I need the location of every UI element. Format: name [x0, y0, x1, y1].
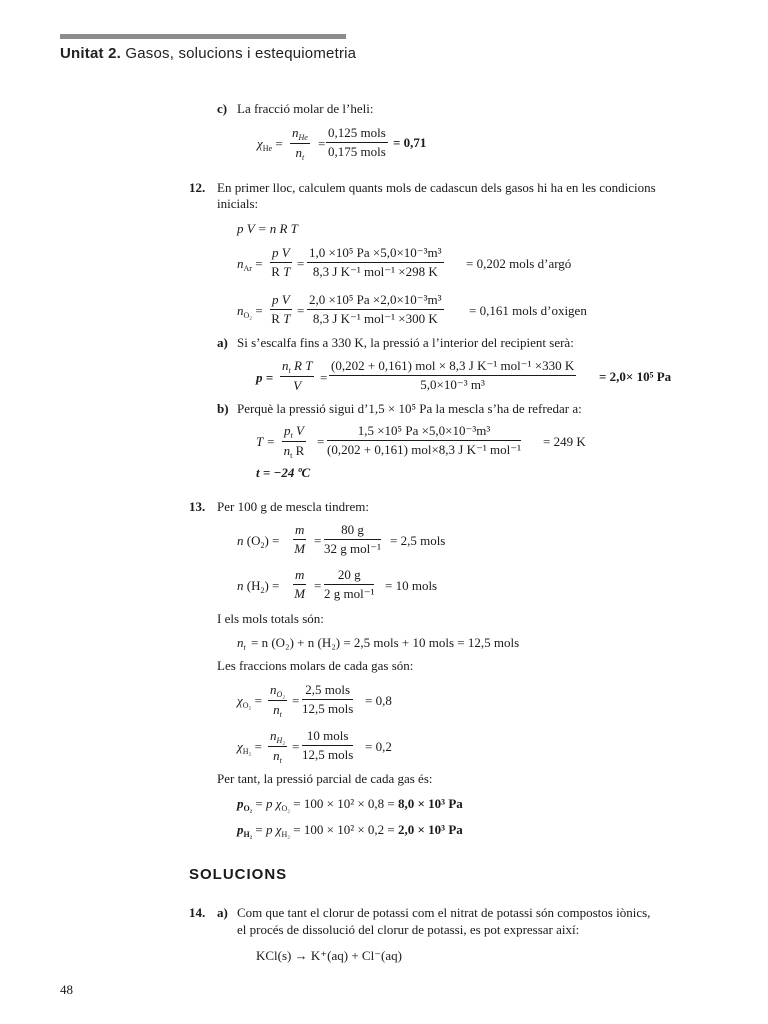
o2-moles-result: = 2,5 mols [390, 533, 446, 548]
q12b-denominator: (0,202 + 0,161) mol×8,3 J K⁻¹ mol⁻¹ [327, 441, 521, 457]
nar-fraction [307, 246, 444, 280]
dissolution-reaction: KCl(s) → K⁺(aq) + Cl⁻(aq) [256, 948, 402, 963]
h2-moles-num: 20 g [324, 568, 374, 585]
no2-denominator: 8,3 J K⁻¹ mol⁻¹ ×300 K [312, 310, 438, 326]
q12a-denominator: 5,0×10⁻³ m³ [420, 376, 485, 392]
page-number: 48 [60, 982, 73, 997]
o2-moles-den: 32 g mol⁻¹ [324, 540, 381, 556]
nar-symbol: $n_{Ar}$ = [237, 256, 263, 273]
nrt-v-fraction: $\frac{n_t R T}{V}$ [282, 358, 313, 394]
partial-pressure-text: Per tant, la pressió parcial de cada gas és: [217, 771, 433, 786]
n-h2-symbol: n $(H_2)$ = [237, 578, 280, 595]
total-moles-text: I els mols totals són: [217, 611, 324, 626]
no2-numerator: 2,0 ×10⁵ Pa ×2,0×10⁻³m³ [307, 293, 444, 310]
q12b-numerator: 1,5 ×10⁵ Pa ×5,0×10⁻³m³ [327, 424, 521, 441]
chi-h2-den: 12,5 mols [302, 746, 354, 762]
chi-h2-num: 10 mols [302, 729, 353, 746]
nar-result: = 0,202 mols d’argó [466, 256, 572, 271]
he-value-fraction [326, 126, 388, 160]
h2-moles-fraction [324, 568, 374, 602]
h2-moles-den: 2 g mol⁻¹ [324, 585, 375, 601]
q12b-temperature: t = −24 ºC [256, 465, 311, 480]
chi-h2-symbol: $\chi_{H_2}$ = [237, 739, 262, 756]
partial-pressure-o2: $p_{O_2} = p$ $\chi_{O_2} = 100 \times 10^2 \times 0,8 = 8,0 \times 10^3$ Pa [237, 796, 463, 813]
ptv-nr-fraction: $\frac{p_t V}{n_t R}$ [283, 423, 305, 461]
nhe-numerator: $n_{He}$ [290, 126, 310, 144]
m-over-M-fraction-2: $\frac{m}{M}$ [294, 567, 306, 601]
pv-rt-fraction-1: $\frac{\text{p V}}{\text{R T}}$ [271, 245, 291, 279]
chi-o2-num: 2,5 mols [302, 683, 353, 700]
no2-result: = 0,161 mols d’oxigen [469, 303, 587, 318]
question-12-number: 12. [189, 180, 206, 195]
nar-denominator: 8,3 J K⁻¹ mol⁻¹ ×298 K [312, 263, 438, 279]
chi-h2-result: = 0,2 [365, 739, 392, 754]
q12-line1: En primer lloc, calculem quants mols de cadascun dels gasos hi ha en les condicions [217, 180, 656, 195]
q12-line2: inicials: [217, 196, 259, 211]
partial-pressure-h2: $p_{H_2} = p$ $\chi_{H_2} = 100 \times 10^2 \times 0,2 = 2,0 \times 10^3$ Pa [237, 822, 463, 839]
q14a-label: a) [217, 905, 228, 920]
unit-label: Unitat 2. [60, 45, 121, 62]
q12a-numerator: (0,202 + 0,161) mol × 8,3 J K⁻¹ mol⁻¹ ×330 K [329, 359, 576, 376]
q12a-text: Si s’escalfa fins a 330 K, la pressió a l’interior del recipient serà: [237, 335, 574, 350]
c-label: c) [217, 101, 228, 116]
q12a-fraction [329, 359, 576, 393]
section-title: SOLUCIONS [189, 866, 288, 883]
q14-line1: Com que tant el clorur de potassi com el nitrat de potassi són compostos iònics, [237, 905, 651, 920]
q14-line2: el procés de dissolució del clorur de potassi, es pot expressar així: [237, 922, 580, 937]
chi-o2-symbol: $\chi_{O_2}$ = [237, 693, 262, 710]
q12b-result: = 249 K [543, 434, 586, 449]
equals: = [318, 136, 326, 151]
q12a-label: a) [217, 335, 228, 350]
no2-fraction [307, 293, 444, 327]
chi-o2-den: 12,5 mols [302, 700, 354, 716]
nt-denominator: $n_t$ [295, 145, 305, 163]
unit-subtitle: Gasos, solucions i estequiometria [120, 45, 357, 62]
nhe-fraction [290, 126, 310, 162]
t-symbol: T = [256, 434, 276, 449]
n-o2-symbol: n $(O_2)$ = [237, 533, 280, 550]
chi-o2-result: = 0,8 [365, 693, 392, 708]
po2-result: 8,0 × 10³ Pa [398, 796, 463, 811]
nH2-nt-fraction: $\frac{n_{H_2}}{n_t}$ [270, 728, 286, 766]
q12b-fraction [327, 424, 521, 458]
q12b-label: b) [217, 401, 229, 416]
nt-symbol: $n_t$ [237, 635, 246, 652]
nO2-nt-fraction: $\frac{n_{O_2}}{n_t}$ [270, 682, 286, 720]
h2-moles-result: = 10 mols [385, 578, 438, 593]
chi-he-symbol: $\chi_{He}$ = [257, 136, 283, 153]
q12a-result: = 2,0× 10⁵ Pa [599, 369, 672, 384]
nar-numerator: 1,0 ×10⁵ Pa ×5,0×10⁻³m³ [307, 246, 444, 263]
p-symbol: p = [256, 370, 274, 385]
c-text: La fracció molar de l’heli: [237, 101, 374, 116]
he-value-num: 0,125 mols [326, 126, 388, 143]
question-13-number: 13. [189, 499, 206, 514]
chi-h2-fraction [302, 729, 353, 763]
q13-text: Per 100 g de mescla tindrem: [217, 499, 369, 514]
ideal-gas-law: p V = n R T [237, 221, 298, 236]
no2-symbol: $n_{O_2}$ = [237, 303, 263, 320]
chi-o2-fraction [302, 683, 353, 717]
o2-moles-fraction [324, 523, 381, 557]
question-14-number: 14. [189, 905, 206, 920]
m-over-M-fraction-1: $\frac{m}{M}$ [294, 522, 306, 556]
chi-he-result: = 0,71 [393, 135, 427, 150]
header-bar [60, 34, 346, 39]
total-moles-equation: = n (O₂) + n (H₂) = 2,5 mols + 10 mols = 12,5 mols [251, 635, 520, 650]
he-value-den: 0,175 mols [328, 143, 386, 159]
unit-title [60, 45, 356, 62]
ph2-result: 2,0 × 10³ Pa [398, 822, 463, 837]
o2-moles-num: 80 g [324, 523, 381, 540]
mole-fractions-text: Les fraccions molars de cada gas són: [217, 658, 414, 673]
q12b-text: Perquè la pressió sigui d’1,5 × 10⁵ Pa la mescla s’ha de refredar a: [237, 401, 582, 416]
pv-rt-fraction-2: $\frac{\text{p V}}{\text{R T}}$ [271, 292, 291, 326]
